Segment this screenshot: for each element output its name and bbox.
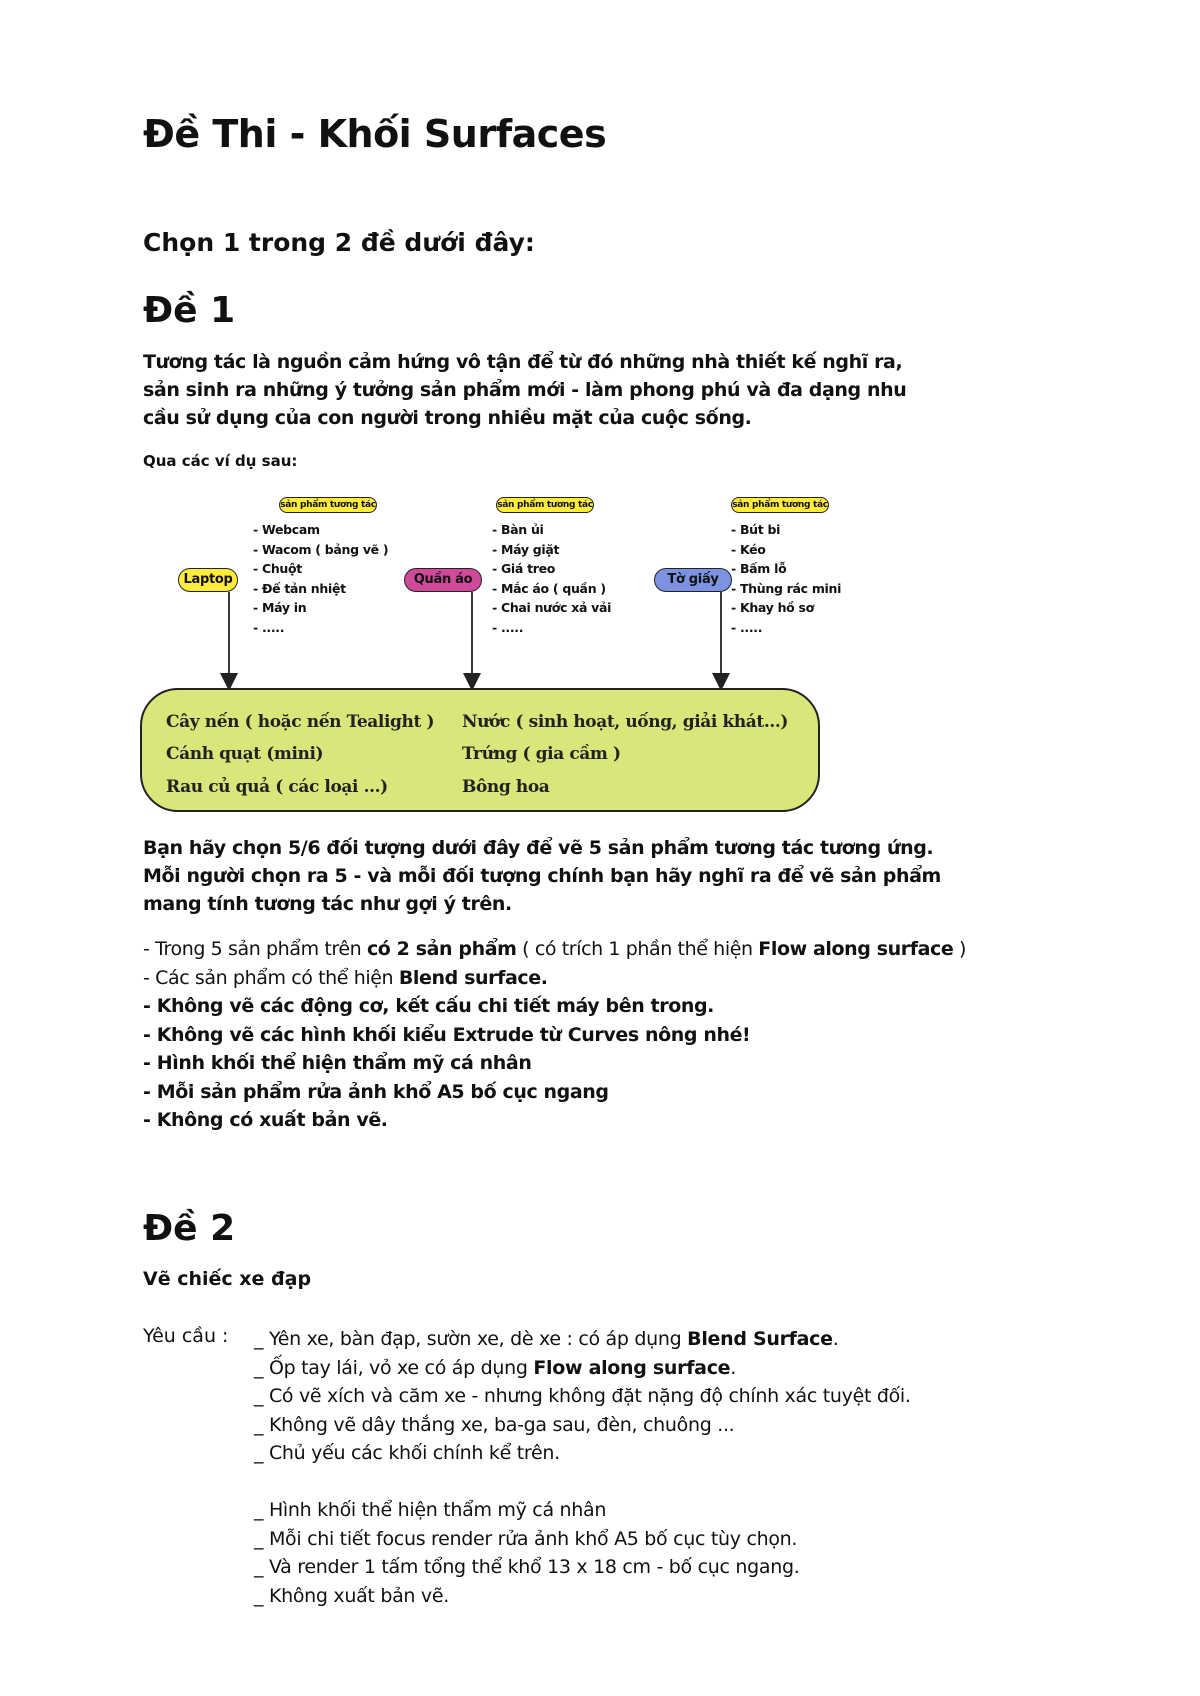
req-text: .	[832, 1328, 839, 1350]
rule-item: - Không vẽ các động cơ, kết cấu chi tiết máy bên trong.	[143, 995, 714, 1017]
tag-san-pham-tuong-tac: sản phẩm tương tác	[279, 497, 377, 513]
requirement-item	[254, 1325, 911, 1354]
objects-box	[140, 688, 820, 812]
object-item: Trứng ( gia cầm )	[462, 744, 621, 764]
rule-text: - Các sản phẩm có thể hiện	[143, 966, 399, 989]
rule-item: - Không vẽ các hình khối kiểu Extrude từ Curves nông nhé!	[143, 1023, 751, 1046]
source-laptop: Laptop	[178, 568, 238, 592]
list-item: - Bấm lỗ	[731, 561, 787, 576]
req-text: _ Yên xe, bàn đạp, sườn xe, dè xe : có áp dụng	[254, 1328, 688, 1350]
object-item: Rau củ quả ( các loại ...)	[166, 777, 388, 797]
requirement-spacer	[254, 1468, 911, 1497]
de2-heading: Đề 2	[143, 1208, 236, 1249]
requirement-item: _ Không vẽ dây thắng xe, ba-ga sau, đèn, chuông ...	[254, 1413, 735, 1436]
rule-text: ( có trích 1 phần thể hiện	[516, 938, 759, 960]
rule-item	[143, 935, 966, 964]
de1-rules	[143, 935, 966, 1135]
list-item: - Bàn ủi	[492, 522, 544, 537]
rule-emphasis: có 2 sản phẩm	[366, 938, 517, 960]
rule-item: - Hình khối thể hiện thẩm mỹ cá nhân	[143, 1052, 532, 1074]
page-subtitle: Chọn 1 trong 2 đề dưới đây:	[143, 228, 535, 257]
object-item: Cánh quạt (mini)	[166, 744, 324, 764]
requirement-item: _ Và render 1 tấm tổng thể khổ 13 x 18 cm - bố cục ngang.	[254, 1556, 800, 1578]
list-item: - Chuột	[253, 561, 302, 576]
rule-emphasis: Flow along surface	[758, 938, 954, 960]
product-list-quan-ao	[492, 520, 611, 637]
rule-item	[143, 964, 966, 993]
list-item: - .....	[731, 619, 763, 635]
requirement-item: _ Hình khối thể hiện thẩm mỹ cá nhân	[254, 1499, 607, 1521]
task-line: Bạn hãy chọn 5/6 đối tượng dưới đây để vẽ 5 sản phẩm tương tác tương ứng.	[143, 837, 934, 859]
task-line: Mỗi người chọn ra 5 - và mỗi đối tượng chính bạn hãy nghĩ ra để vẽ sản phẩm	[143, 865, 941, 887]
req-emphasis: Blend Surface	[687, 1328, 833, 1350]
tag-san-pham-tuong-tac: sản phẩm tương tác	[496, 497, 594, 513]
list-item: - .....	[253, 619, 285, 635]
list-item: - Khay hồ sơ	[731, 600, 814, 615]
list-item: - Đế tản nhiệt	[253, 580, 346, 596]
req-emphasis: Flow along surface	[533, 1356, 731, 1379]
list-item: - Wacom ( bảng vẽ )	[253, 541, 389, 557]
list-item: - Chai nước xả vải	[492, 600, 612, 615]
rule-text: - Trong 5 sản phẩm trên	[143, 938, 367, 960]
de1-heading: Đề 1	[143, 290, 236, 331]
rule-emphasis: Blend surface.	[398, 966, 548, 989]
list-item: - Giá treo	[492, 561, 556, 576]
list-item: - Webcam	[253, 522, 320, 537]
examples-label: Qua các ví dụ sau:	[143, 452, 298, 470]
tag-san-pham-tuong-tac: sản phẩm tương tác	[731, 497, 829, 513]
product-list-laptop	[253, 520, 388, 637]
object-item: Bông hoa	[462, 777, 550, 797]
de1-task	[143, 834, 1023, 918]
requirement-item: _ Không xuất bản vẽ.	[254, 1584, 449, 1607]
de2-subtitle: Vẽ chiếc xe đạp	[143, 1268, 312, 1290]
rule-item: - Không có xuất bản vẽ.	[143, 1109, 388, 1131]
source-quan-ao: Quần áo	[404, 568, 482, 592]
list-item: - Máy giặt	[492, 541, 560, 557]
req-text: _ Ốp tay lái, vỏ xe có áp dụng	[254, 1356, 534, 1379]
requirement-item: _ Mỗi chi tiết focus render rửa ảnh khổ A5 bố cục tùy chọn.	[254, 1527, 798, 1550]
list-item: - Máy in	[253, 600, 307, 615]
requirement-item: _ Chủ yếu các khối chính kể trên.	[254, 1442, 560, 1464]
intro-line: Tương tác là nguồn cảm hứng vô tận để từ đó những nhà thiết kế nghĩ ra,	[143, 351, 903, 373]
task-line: mang tính tương tác như gợi ý trên.	[143, 893, 512, 915]
de2-requirements	[254, 1325, 911, 1610]
object-item: Nước ( sinh hoạt, uống, giải khát...)	[462, 712, 789, 732]
requirement-item: _ Có vẽ xích và căm xe - nhưng không đặt nặng độ chính xác tuyệt đối.	[254, 1385, 911, 1407]
requirements-label: Yêu cầu :	[143, 1325, 229, 1347]
list-item: - Kéo	[731, 541, 766, 557]
rule-item: - Mỗi sản phẩm rửa ảnh khổ A5 bố cục ngang	[143, 1080, 609, 1103]
rule-text: )	[953, 938, 967, 960]
object-item: Cây nến ( hoặc nến Tealight )	[166, 712, 435, 732]
source-to-giay: Tờ giấy	[654, 568, 732, 592]
list-item: - Bút bi	[731, 522, 781, 537]
intro-line: cầu sử dụng của con người trong nhiều mặt của cuộc sống.	[143, 407, 752, 429]
page-title: Đề Thi - Khối Surfaces	[143, 112, 607, 156]
intro-line: sản sinh ra những ý tưởng sản phẩm mới - làm phong phú và đa dạng nhu	[143, 379, 907, 401]
list-item: - .....	[492, 619, 524, 635]
list-item: - Mắc áo ( quần )	[492, 580, 606, 596]
product-list-to-giay	[731, 520, 841, 637]
requirement-item	[254, 1354, 911, 1383]
req-text: .	[730, 1356, 736, 1379]
list-item: - Thùng rác mini	[731, 580, 842, 596]
